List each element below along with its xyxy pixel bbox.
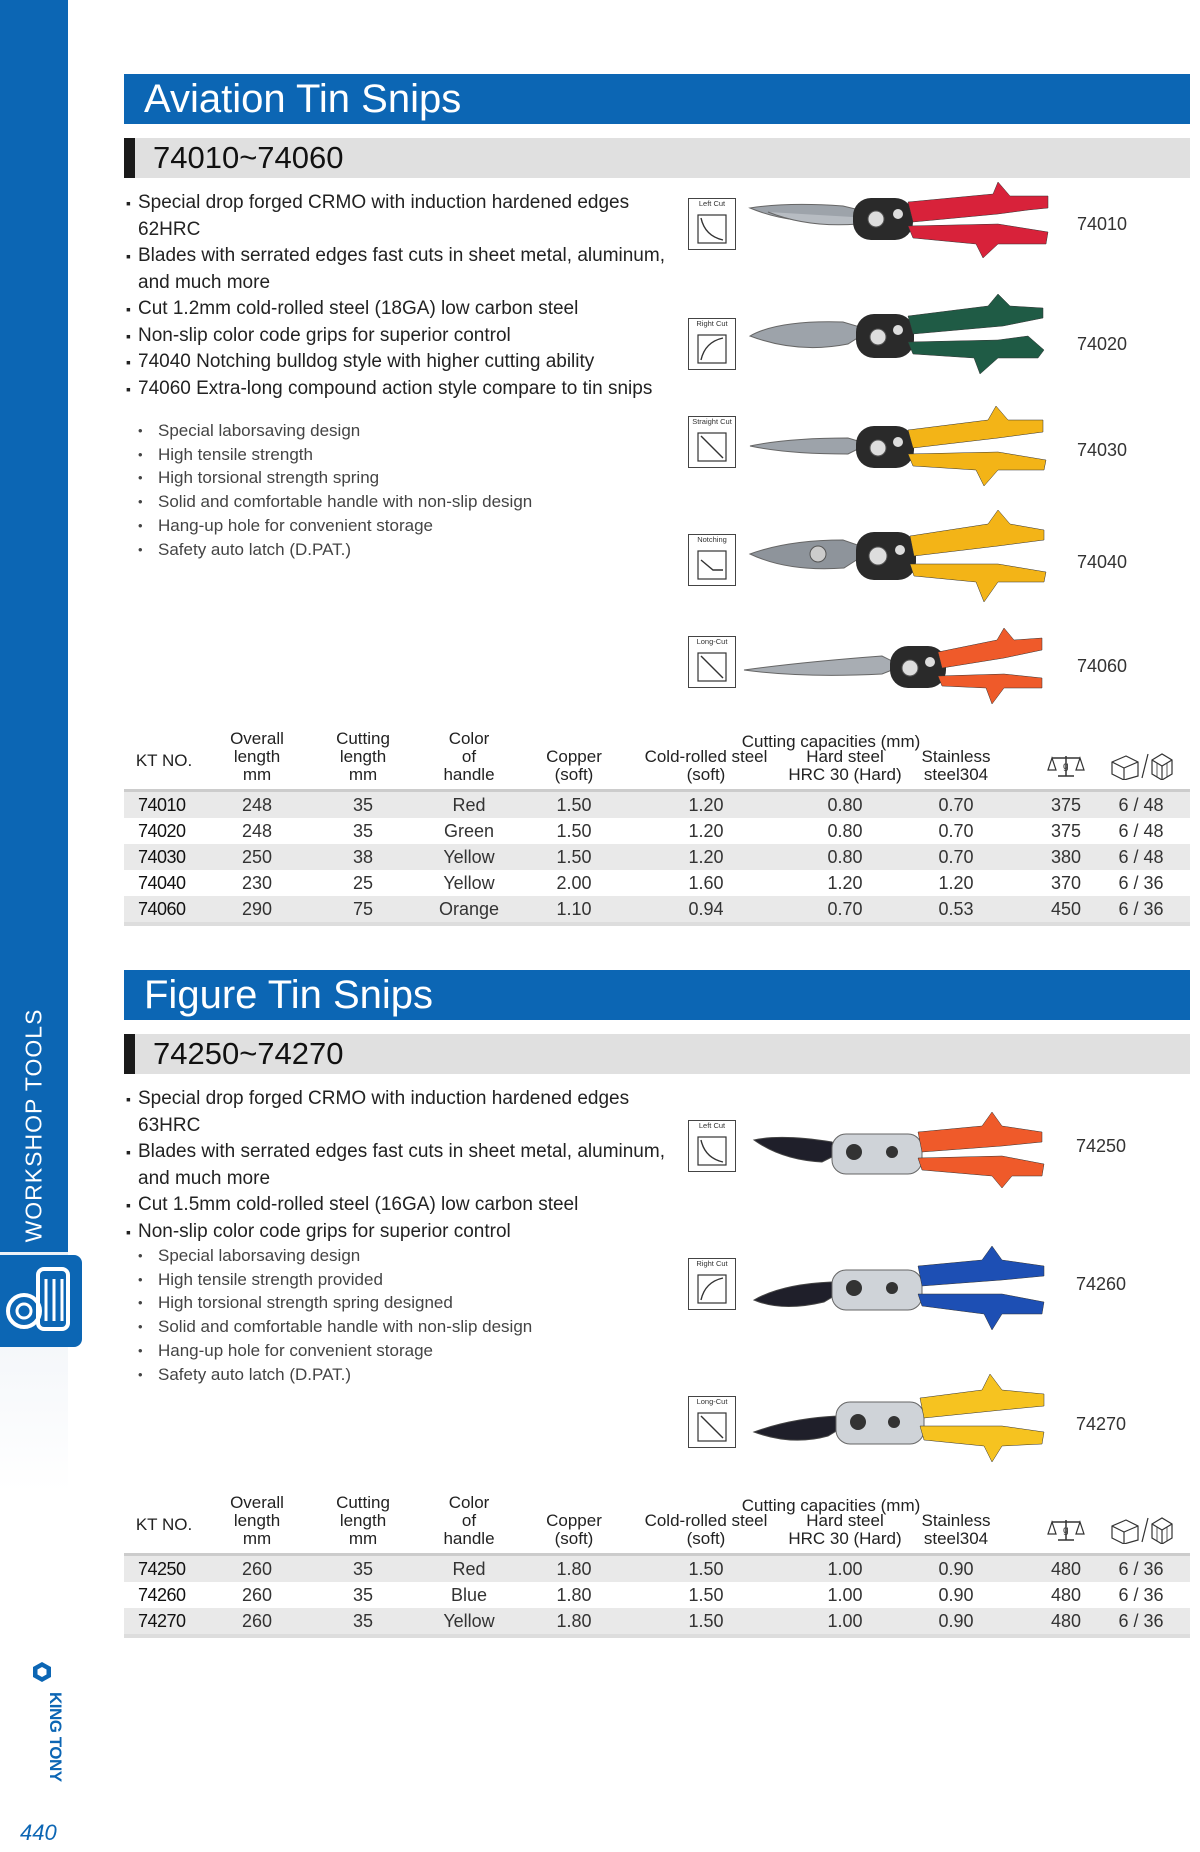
cell-kt: 74040 bbox=[138, 873, 186, 893]
right-cut-icon bbox=[688, 318, 736, 370]
cell-stainless: 0.90 bbox=[938, 1611, 974, 1631]
cell-weight: 480 bbox=[1050, 1611, 1082, 1631]
notching-icon bbox=[688, 534, 736, 586]
table-row bbox=[124, 818, 1190, 844]
cell-color: Green bbox=[443, 821, 495, 841]
col-copper: Copper (soft) bbox=[546, 747, 602, 784]
cell-overall: 260 bbox=[241, 1611, 273, 1631]
cell-overall: 260 bbox=[241, 1559, 273, 1579]
cell-weight: 375 bbox=[1050, 795, 1082, 815]
cell-color: Yellow bbox=[443, 1611, 495, 1631]
box-package-icon bbox=[1106, 752, 1176, 784]
cell-pack: 6 / 36 bbox=[1118, 873, 1164, 893]
sub-feature-item: • High torsional strength spring bbox=[136, 466, 656, 490]
feature-item: ▪ 74040 Notching bulldog style with higher cutting ability bbox=[126, 349, 696, 376]
col-cold-rolled: Cold-rolled steel (soft) bbox=[644, 1511, 768, 1548]
model-label: 74030 bbox=[1077, 440, 1128, 460]
cell-cold: 1.50 bbox=[688, 1611, 724, 1631]
cell-hard: 0.80 bbox=[827, 847, 863, 867]
cell-pack: 6 / 48 bbox=[1118, 847, 1164, 867]
table-header bbox=[124, 730, 1190, 792]
cell-cutting: 35 bbox=[352, 1559, 374, 1579]
col-kt: KT NO. bbox=[135, 1515, 193, 1534]
model-range-aviation: 74010~74060 bbox=[124, 138, 1190, 178]
table-row bbox=[124, 896, 1190, 922]
cell-copper: 1.10 bbox=[556, 899, 592, 919]
snip-image-74060 bbox=[742, 626, 1058, 711]
cell-copper: 1.50 bbox=[556, 821, 592, 841]
section-title-figure: Figure Tin Snips bbox=[124, 970, 1190, 1020]
spec-table-aviation bbox=[124, 730, 1190, 926]
feature-item: ▪ Cut 1.5mm cold-rolled steel (16GA) low carbon steel bbox=[126, 1192, 696, 1219]
cell-color: Yellow bbox=[443, 847, 495, 867]
snip-image-74020 bbox=[748, 292, 1058, 383]
box-package-icon bbox=[1106, 1516, 1176, 1548]
cell-overall: 290 bbox=[241, 899, 273, 919]
sub-feature-item: • Hang-up hole for convenient storage bbox=[136, 1339, 656, 1363]
svg-text:g: g bbox=[1063, 1525, 1069, 1536]
cell-overall: 248 bbox=[241, 795, 273, 815]
table-body-aviation bbox=[124, 792, 1190, 922]
cell-pack: 6 / 36 bbox=[1118, 899, 1164, 919]
cell-cold: 1.20 bbox=[688, 795, 724, 815]
snip-image-74040 bbox=[748, 510, 1058, 609]
cell-stainless: 0.53 bbox=[938, 899, 974, 919]
col-hard-steel: Hard steel HRC 30 (Hard) bbox=[788, 747, 902, 784]
cell-weight: 480 bbox=[1050, 1559, 1082, 1579]
feature-item: ▪ Non-slip color code grips for superior control bbox=[126, 323, 696, 350]
model-label: 74020 bbox=[1077, 334, 1128, 354]
svg-text:g: g bbox=[1063, 761, 1069, 772]
long-cut-icon bbox=[688, 1396, 736, 1448]
section-label bbox=[4, 1010, 64, 1240]
sub-feature-item: • Safety auto latch (D.PAT.) bbox=[136, 538, 656, 562]
col-cutting: Cutting length mm bbox=[336, 1493, 390, 1548]
svg-text:KING TONY: KING TONY bbox=[46, 1692, 64, 1782]
table-header bbox=[124, 1494, 1190, 1556]
cell-color: Red bbox=[452, 795, 486, 815]
cell-hard: 0.80 bbox=[827, 795, 863, 815]
snip-image-74250 bbox=[752, 1108, 1052, 1199]
table-footer-bar bbox=[124, 922, 1190, 926]
feature-item: ▪ Special drop forged CRMO with induction hardened edges 63HRC bbox=[126, 1086, 696, 1139]
long-cut-icon bbox=[688, 636, 736, 688]
cell-hard: 1.20 bbox=[827, 873, 863, 893]
cell-stainless: 0.90 bbox=[938, 1559, 974, 1579]
cell-copper: 2.00 bbox=[556, 873, 592, 893]
cell-overall: 250 bbox=[241, 847, 273, 867]
model-range-figure: 74250~74270 bbox=[124, 1034, 1190, 1074]
sub-feature-list-figure bbox=[136, 1244, 656, 1386]
cell-kt: 74260 bbox=[138, 1585, 186, 1605]
col-stainless: Stainless steel304 bbox=[921, 1511, 991, 1548]
sub-feature-item: • High torsional strength spring designed bbox=[136, 1291, 656, 1315]
sidebar bbox=[0, 0, 68, 1852]
tools-section-icon bbox=[0, 1255, 82, 1347]
model-label: 74040 bbox=[1077, 552, 1128, 572]
model-label: 74060 bbox=[1077, 656, 1128, 676]
feature-item: ▪ Blades with serrated edges fast cuts in sheet metal, aluminum, and much more bbox=[126, 243, 696, 296]
cell-weight: 375 bbox=[1050, 821, 1082, 841]
cell-kt: 74020 bbox=[138, 821, 186, 841]
table-row bbox=[124, 1582, 1190, 1608]
cell-cold: 1.20 bbox=[688, 821, 724, 841]
cell-copper: 1.80 bbox=[556, 1611, 592, 1631]
sub-feature-item: • High tensile strength provided bbox=[136, 1268, 656, 1292]
feature-item: ▪ Blades with serrated edges fast cuts in sheet metal, aluminum, and much more bbox=[126, 1139, 696, 1192]
table-row bbox=[124, 870, 1190, 896]
cell-kt: 74250 bbox=[138, 1559, 186, 1579]
cell-cold: 1.50 bbox=[688, 1559, 724, 1579]
cell-pack: 6 / 48 bbox=[1118, 821, 1164, 841]
cell-stainless: 1.20 bbox=[938, 873, 974, 893]
cell-color: Yellow bbox=[443, 873, 495, 893]
table-body-figure bbox=[124, 1556, 1190, 1634]
cell-weight: 380 bbox=[1050, 847, 1082, 867]
col-stainless: Stainless steel304 bbox=[921, 747, 991, 784]
snip-image-74010 bbox=[748, 178, 1058, 265]
cell-kt: 74030 bbox=[138, 847, 186, 867]
col-overall: Overall length mm bbox=[230, 1493, 284, 1548]
cell-color: Red bbox=[452, 1559, 486, 1579]
sub-feature-item: • Solid and comfortable handle with non-slip design bbox=[136, 490, 656, 514]
cell-hard: 1.00 bbox=[827, 1585, 863, 1605]
cell-overall: 260 bbox=[241, 1585, 273, 1605]
cell-stainless: 0.70 bbox=[938, 847, 974, 867]
cut-label: Long-Cut bbox=[696, 637, 728, 646]
col-group-capacities: Cutting capacities (mm) bbox=[741, 1496, 921, 1515]
model-label: 74010 bbox=[1077, 214, 1128, 234]
sub-feature-item: • Solid and comfortable handle with non-slip design bbox=[136, 1315, 656, 1339]
cell-cutting: 38 bbox=[352, 847, 374, 867]
cut-label: Left Cut bbox=[698, 199, 726, 208]
cell-cutting: 35 bbox=[352, 821, 374, 841]
table-row bbox=[124, 844, 1190, 870]
cell-pack: 6 / 36 bbox=[1118, 1585, 1164, 1605]
table-footer-bar bbox=[124, 1634, 1190, 1638]
page-number: 440 bbox=[20, 1820, 57, 1845]
cell-weight: 370 bbox=[1050, 873, 1082, 893]
cell-cutting: 35 bbox=[352, 795, 374, 815]
snip-image-74260 bbox=[752, 1244, 1052, 1339]
table-row bbox=[124, 792, 1190, 818]
col-copper: Copper (soft) bbox=[546, 1511, 602, 1548]
cell-hard: 0.70 bbox=[827, 899, 863, 919]
snip-image-74270 bbox=[752, 1370, 1052, 1471]
col-hard-steel: Hard steel HRC 30 (Hard) bbox=[788, 1511, 902, 1548]
feature-list-aviation bbox=[126, 190, 696, 402]
cell-color: Blue bbox=[450, 1585, 488, 1605]
feature-item: ▪ Non-slip color code grips for superior control bbox=[126, 1219, 696, 1246]
cell-weight: 480 bbox=[1050, 1585, 1082, 1605]
col-color: Color of handle bbox=[443, 1493, 495, 1548]
straight-cut-icon bbox=[688, 416, 736, 468]
sub-feature-item: • Safety auto latch (D.PAT.) bbox=[136, 1363, 656, 1387]
cell-copper: 1.50 bbox=[556, 847, 592, 867]
sub-feature-list-aviation bbox=[136, 419, 656, 561]
col-color: Color of handle bbox=[443, 729, 495, 784]
model-label: 74270 bbox=[1076, 1414, 1127, 1434]
cell-kt: 74060 bbox=[138, 899, 186, 919]
snip-image-74030 bbox=[748, 404, 1058, 493]
cell-overall: 248 bbox=[241, 821, 273, 841]
cell-cold: 1.20 bbox=[688, 847, 724, 867]
left-cut-icon bbox=[688, 1120, 736, 1172]
cell-cutting: 75 bbox=[352, 899, 374, 919]
cut-label: Straight Cut bbox=[692, 417, 732, 426]
cell-cutting: 35 bbox=[352, 1611, 374, 1631]
cell-color: Orange bbox=[438, 899, 500, 919]
cell-cutting: 35 bbox=[352, 1585, 374, 1605]
model-label: 74260 bbox=[1076, 1274, 1127, 1294]
cut-label: Right Cut bbox=[696, 319, 728, 328]
right-cut-icon bbox=[688, 1258, 736, 1310]
cell-copper: 1.80 bbox=[556, 1559, 592, 1579]
sub-feature-item: • Special laborsaving design bbox=[136, 419, 656, 443]
table-row bbox=[124, 1556, 1190, 1582]
cell-stainless: 0.70 bbox=[938, 795, 974, 815]
cut-label: Right Cut bbox=[696, 1259, 728, 1268]
cell-stainless: 0.70 bbox=[938, 821, 974, 841]
scale-weight-icon bbox=[1044, 1516, 1088, 1548]
cell-pack: 6 / 36 bbox=[1118, 1611, 1164, 1631]
sub-feature-item: • Special laborsaving design bbox=[136, 1244, 656, 1268]
king-tony-logo bbox=[20, 1660, 64, 1820]
cell-cold: 1.60 bbox=[688, 873, 724, 893]
cell-copper: 1.80 bbox=[556, 1585, 592, 1605]
cut-label: Notching bbox=[697, 535, 727, 544]
cell-kt: 74010 bbox=[138, 795, 186, 815]
cut-label: Long-Cut bbox=[696, 1397, 728, 1406]
cell-stainless: 0.90 bbox=[938, 1585, 974, 1605]
col-kt: KT NO. bbox=[135, 751, 193, 770]
cell-pack: 6 / 36 bbox=[1118, 1559, 1164, 1579]
col-group-capacities: Cutting capacities (mm) bbox=[741, 732, 921, 751]
cell-hard: 1.00 bbox=[827, 1611, 863, 1631]
sub-feature-item: • High tensile strength bbox=[136, 443, 656, 467]
cell-hard: 1.00 bbox=[827, 1559, 863, 1579]
col-cold-rolled: Cold-rolled steel (soft) bbox=[644, 747, 768, 784]
table-row bbox=[124, 1608, 1190, 1634]
cell-overall: 230 bbox=[241, 873, 273, 893]
cell-cold: 1.50 bbox=[688, 1585, 724, 1605]
sub-feature-item: • Hang-up hole for convenient storage bbox=[136, 514, 656, 538]
cell-cold: 0.94 bbox=[688, 899, 724, 919]
col-cutting: Cutting length mm bbox=[336, 729, 390, 784]
feature-item: ▪ 74060 Extra-long compound action style compare to tin snips bbox=[126, 376, 696, 403]
feature-item: ▪ Special drop forged CRMO with induction hardened edges 62HRC bbox=[126, 190, 696, 243]
cut-label: Left Cut bbox=[698, 1121, 726, 1130]
cell-cutting: 25 bbox=[352, 873, 374, 893]
feature-item: ▪ Cut 1.2mm cold-rolled steel (18GA) low carbon steel bbox=[126, 296, 696, 323]
section-title-aviation: Aviation Tin Snips bbox=[124, 74, 1190, 124]
left-cut-icon bbox=[688, 198, 736, 250]
spec-table-figure bbox=[124, 1494, 1190, 1638]
cell-weight: 450 bbox=[1050, 899, 1082, 919]
model-label: 74250 bbox=[1076, 1136, 1127, 1156]
cell-hard: 0.80 bbox=[827, 821, 863, 841]
cell-copper: 1.50 bbox=[556, 795, 592, 815]
cell-pack: 6 / 48 bbox=[1118, 795, 1164, 815]
cell-kt: 74270 bbox=[138, 1611, 186, 1631]
section-label-text: WORKSHOP TOOLS bbox=[20, 1008, 47, 1242]
feature-list-figure bbox=[126, 1086, 696, 1245]
col-overall: Overall length mm bbox=[230, 729, 284, 784]
scale-weight-icon bbox=[1044, 752, 1088, 784]
